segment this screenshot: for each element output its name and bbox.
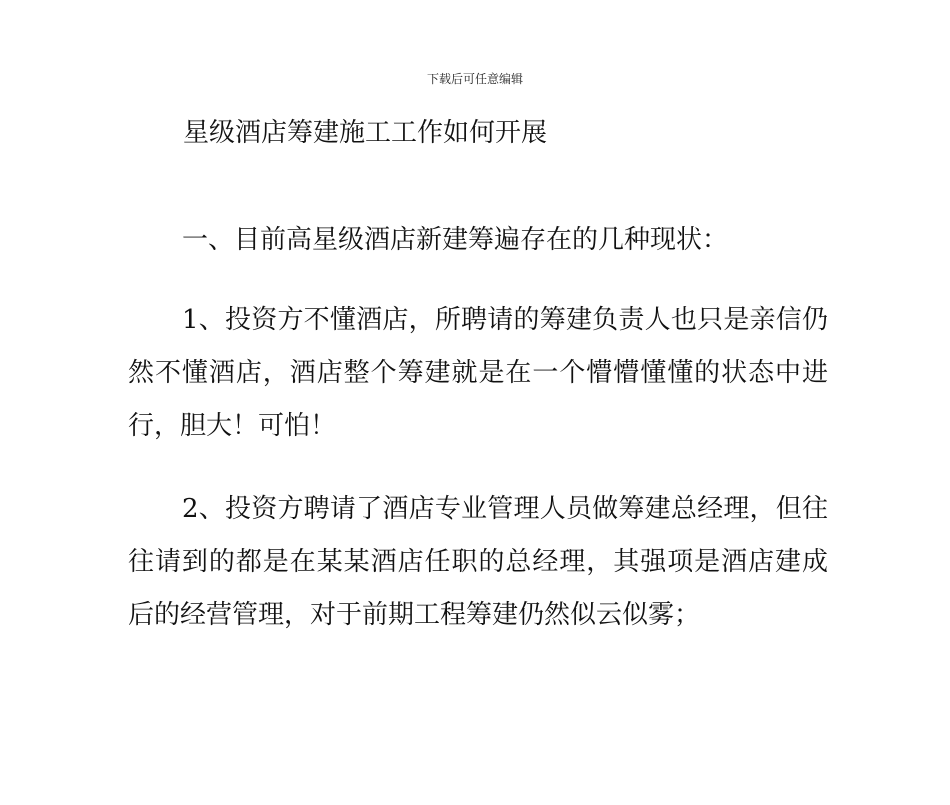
- document-title: 星级酒店筹建施工工作如何开展: [183, 118, 548, 148]
- paragraph-item-2: 2、投资方聘请了酒店专业管理人员做筹建总经理，但往往请到的都是在某某酒店任职的总经理，其强项是酒店建成后的经营管理，对于前期工程筹建仍然似云似雾；: [128, 494, 828, 630]
- section-heading: 一、目前高星级酒店新建筹遍存在的几种现状：: [182, 225, 729, 255]
- paragraph-item-1: 1、投资方不懂酒店，所聘请的筹建负责人也只是亲信仍然不懂酒店，酒店整个筹建就是在一个懵懵懂懂的状态中进行，胆大！可怕！: [128, 305, 828, 441]
- header-note: 下载后可任意编辑: [426, 72, 523, 86]
